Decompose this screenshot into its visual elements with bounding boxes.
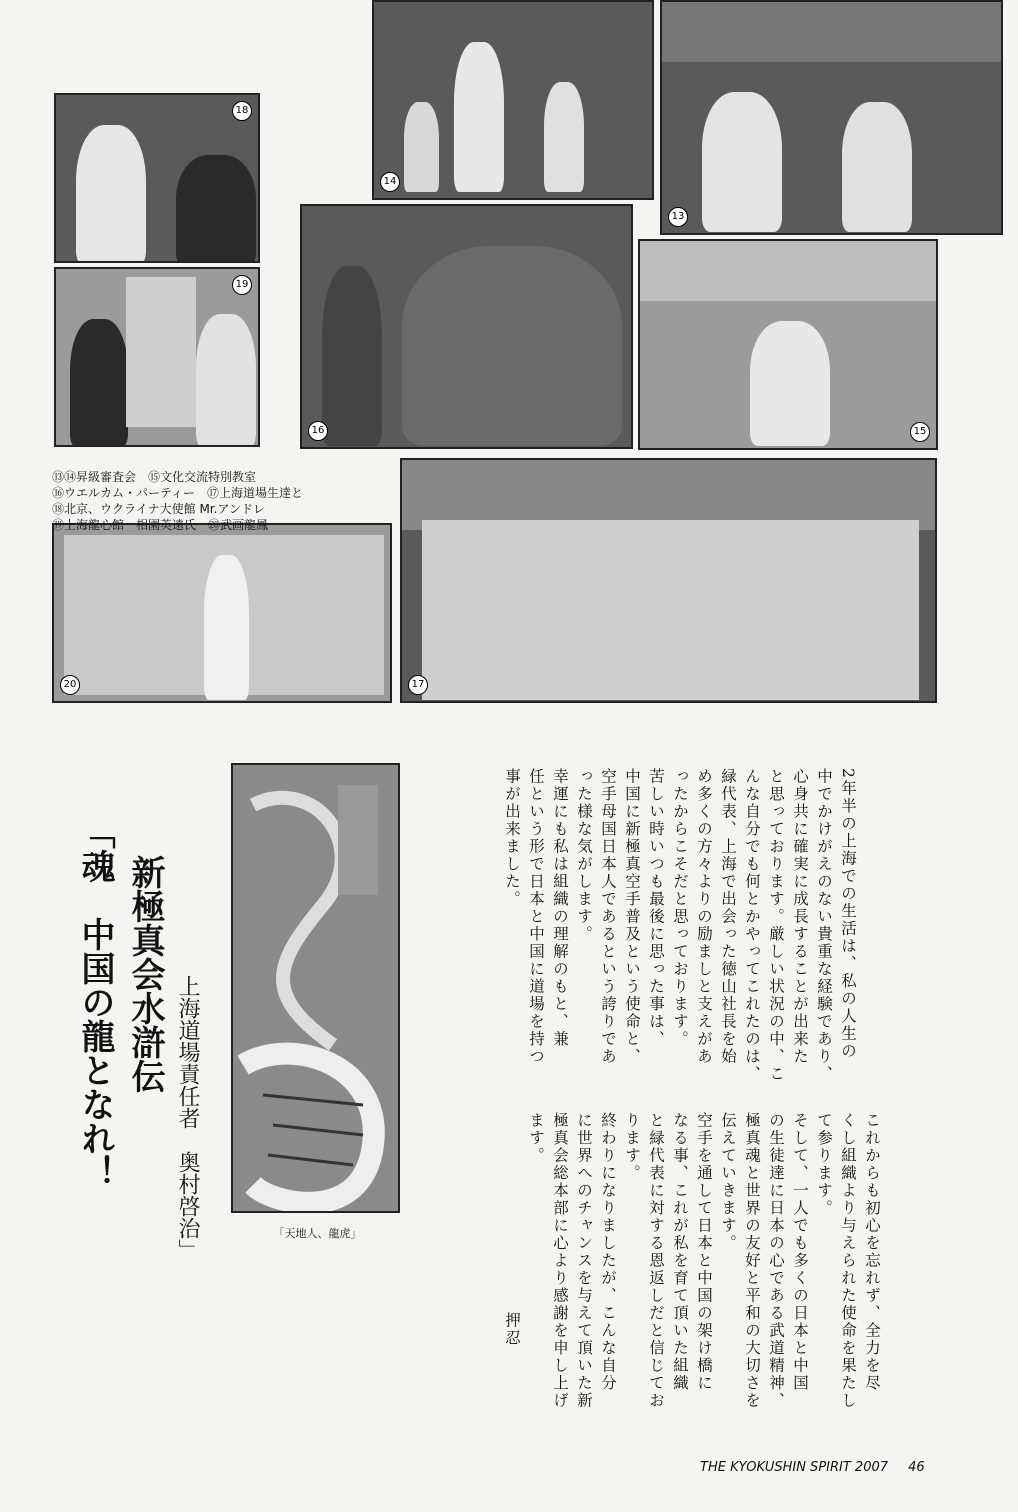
artwork-caption: 「天地人、龍虎」 [273, 1227, 362, 1240]
text-line: 極真会総本部に心より感謝を申し上げ [551, 1112, 569, 1410]
magazine-name: THE KYOKUSHIN SPIRIT 2007 [700, 1460, 889, 1475]
caption-line: ⑬⑭昇級審査会 ⑮文化交流特別教室 [52, 470, 257, 484]
photo-number: 20 [60, 675, 80, 695]
photo-number: 16 [308, 421, 328, 441]
text-line: った様な気がします。 [575, 768, 593, 943]
photo-15-cultural-class [638, 239, 938, 450]
text-line: 中国に新極真空手普及という使命と、 [623, 768, 641, 1066]
photo-19-shanghai-ryushinkan [54, 267, 260, 447]
text-line: そして、一人でも多くの日本と中国 [791, 1112, 809, 1392]
text-line: 中でかけがえのない貴重な経験であり、 [815, 768, 833, 1083]
text-line: に世界へのチャンスを与えて頂いた新 [575, 1112, 593, 1410]
text-line: と緑代表に対する恩返しだと信じてお [647, 1112, 665, 1410]
photo-14-grading [372, 0, 654, 200]
text-line: ったからこそだと思っております。 [671, 768, 689, 1048]
text-line: 幸運にも私は組織の理解のもと、兼 [551, 768, 569, 1048]
photo-number: 13 [668, 207, 688, 227]
photo-number: 14 [380, 172, 400, 192]
photo-number: 18 [232, 101, 252, 121]
article-title [70, 815, 204, 1415]
photo-number: 19 [232, 275, 252, 295]
text-line: 任という形で日本と中国に道場を持つ [527, 768, 545, 1066]
text-line: 空手を通して日本と中国の架け橋に [695, 1112, 713, 1392]
caption-line: ⑲上海龍心館 相園英遠氏 ⑳武画龍鳳 [52, 518, 269, 532]
text-line: 2年半の上海での生活は、私の人生の [839, 768, 857, 1060]
text-line: ます。 [527, 1112, 545, 1165]
text-line: 心身共に確実に成長することが出来た [791, 768, 809, 1066]
text-line: なる事、これが私を育て頂いた組織 [671, 1112, 689, 1392]
caption-line: ⑱北京、ウクライナ大使館 Mr.アンドレ [52, 502, 265, 516]
caption-line: ⑯ウエルカム・パーティー ⑰上海道場生達と [52, 486, 304, 500]
text-line-signoff: 押忍 [503, 1312, 521, 1347]
page-number: 46 [908, 1460, 925, 1475]
photo-captions [52, 469, 352, 533]
text-line: んな自分でも何とかやってこれたのは、 [743, 768, 761, 1083]
photo-13-grading [660, 0, 1003, 235]
title-author: 上海道場責任者 奥村啓治」 [175, 975, 200, 1261]
photo-16-welcome-party [300, 204, 633, 449]
artwork-dragon-tiger [231, 763, 400, 1213]
photo-20-dragon-phoenix-paintings [52, 523, 392, 703]
text-line: くし組織より与えられた使命を果たし [839, 1112, 857, 1410]
text-line: 終わりになりましたが、こんな自分 [599, 1112, 617, 1392]
text-line: の生徒達に日本の心である武道精神、 [767, 1112, 785, 1410]
text-line: これからも初心を忘れず、全力を尽 [863, 1112, 881, 1392]
body-text-lower [500, 1112, 884, 1442]
title-line-2: 新極真会水滸伝 [125, 855, 165, 1093]
text-line: 苦しい時いつも最後に思った事は、 [647, 768, 665, 1048]
text-line: 事が出来ました。 [503, 768, 521, 908]
title-line-1: 「魂 中国の龍となれ！ [75, 815, 115, 1189]
photo-number: 17 [408, 675, 428, 695]
photo-17-shanghai-dojo-group [400, 458, 937, 703]
text-line: 緑代表、上海で出会った徳山社長を始 [719, 768, 737, 1066]
text-line: 空手母国日本人であるという誇りであ [599, 768, 617, 1066]
text-line: と思っております。厳しい状況の中、こ [767, 768, 785, 1083]
text-line: 極真魂と世界の友好と平和の大切さを [743, 1112, 761, 1410]
photo-number: 15 [910, 422, 930, 442]
page-footer [700, 1460, 925, 1475]
text-line: 伝えていきます。 [719, 1112, 737, 1252]
text-line: め多くの方々よりの励ましと支えがあ [695, 768, 713, 1066]
photo-18-beijing-embassy [54, 93, 260, 263]
dragon-tiger-illustration [233, 765, 398, 1211]
text-line: ります。 [623, 1112, 641, 1182]
text-line: て参ります。 [815, 1112, 833, 1217]
